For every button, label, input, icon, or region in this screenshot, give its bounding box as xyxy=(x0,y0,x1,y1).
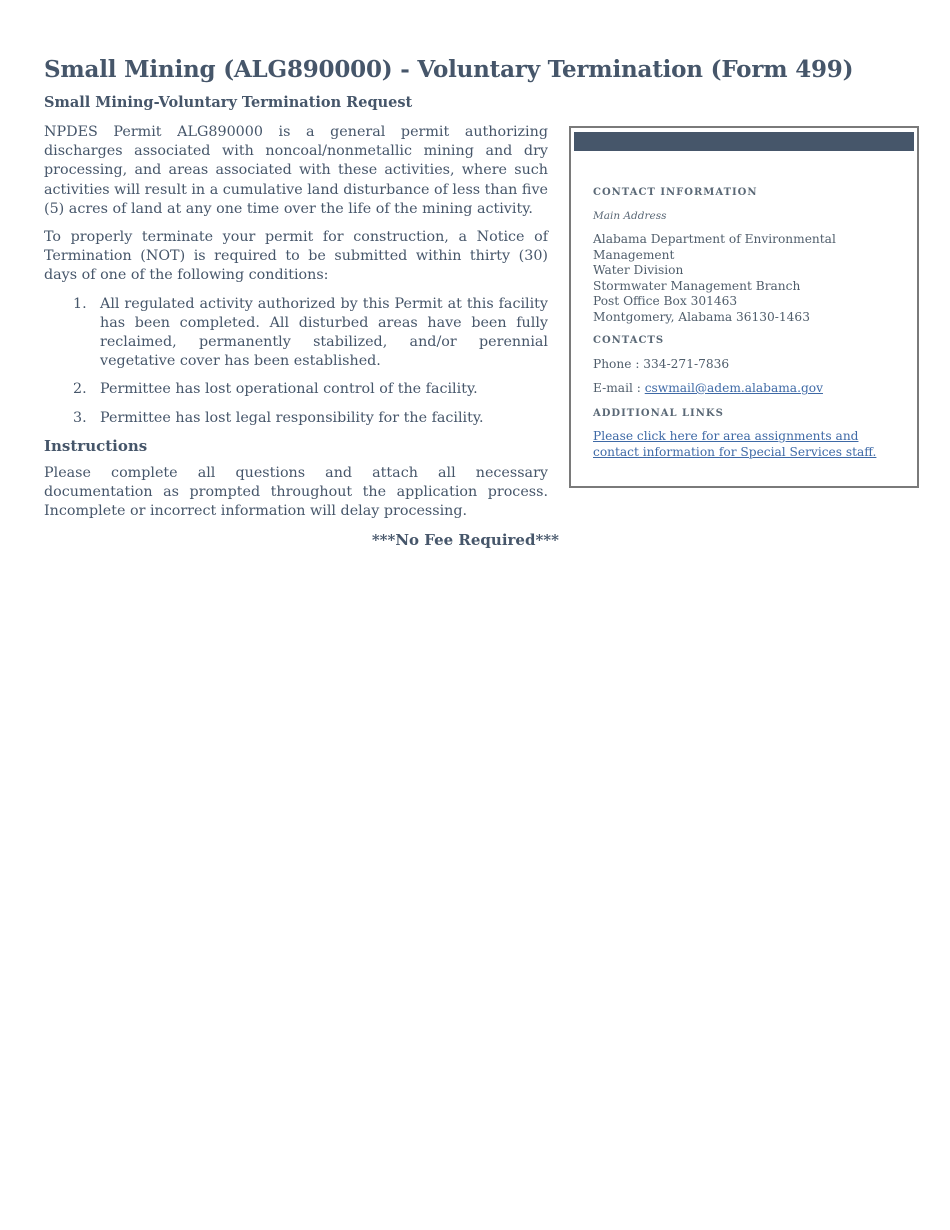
main-address xyxy=(593,232,898,325)
page-title: Small Mining (ALG890000) - Voluntary Termination (Form 499) xyxy=(44,56,854,83)
address-line: Stormwater Management Branch xyxy=(593,278,801,293)
page-subtitle: Small Mining-Voluntary Termination Request xyxy=(44,94,413,111)
main-address-label: Main Address xyxy=(593,209,667,222)
instructions-heading: Instructions xyxy=(44,436,148,455)
address-line: Alabama Department of Environmental Management xyxy=(593,232,836,262)
special-services-link[interactable]: Please click here for area assignments and contact information for Special Services staff. xyxy=(593,429,877,459)
contacts-heading: CONTACTS xyxy=(593,335,665,346)
termination-paragraph: To properly terminate your permit for construction, a Notice of Termination (NOT) is required to be submitted within thirty (30) days of one of the following conditions: xyxy=(44,229,548,284)
contact-info-heading: CONTACT INFORMATION xyxy=(593,187,758,198)
condition-number: 2. xyxy=(73,381,87,398)
condition-item xyxy=(44,380,548,399)
instructions-text: Please complete all questions and attach all necessary documentation as prompted throughout the application process. Incomplete or incorrect information will delay processing. xyxy=(44,465,548,520)
condition-number: 1. xyxy=(73,295,87,312)
conditions-list xyxy=(44,295,548,428)
condition-number: 3. xyxy=(73,409,87,426)
contact-content xyxy=(593,185,898,469)
panel-header-bar xyxy=(574,132,914,151)
condition-item xyxy=(44,295,548,372)
condition-text: Permittee has lost legal responsibility for the facility. xyxy=(100,409,484,426)
email-row xyxy=(593,381,898,397)
address-line: Post Office Box 301463 xyxy=(593,294,738,308)
fee-note: ***No Fee Required*** xyxy=(371,531,559,549)
condition-text: All regulated activity authorized by this Permit at this facility has been completed. All disturbed areas have been fully reclaimed, permanently stabilized, and/or perennial vegetative cover has been established. xyxy=(100,295,548,370)
main-content xyxy=(44,123,548,531)
condition-item xyxy=(44,409,548,428)
condition-text: Permittee has lost operational control of the facility. xyxy=(100,381,478,398)
additional-links-heading: ADDITIONAL LINKS xyxy=(593,407,724,419)
email-label: E-mail : xyxy=(593,381,645,395)
email-link[interactable]: cswmail@adem.alabama.gov xyxy=(644,381,823,395)
contact-info-panel xyxy=(569,126,919,488)
phone-number: Phone : 334-271-7836 xyxy=(593,356,730,371)
intro-paragraph: NPDES Permit ALG890000 is a general permit authorizing discharges associated with noncoal/nonmetallic mining and dry processing, and areas associated with these activities, where such activities will result in a cumulative land disturbance of less than five (5) acres of land at any one time over the life of the mining activity. xyxy=(44,124,548,217)
address-line: Water Division xyxy=(593,263,684,277)
address-line: Montgomery, Alabama 36130-1463 xyxy=(593,309,810,324)
special-services-link-row xyxy=(593,429,898,460)
